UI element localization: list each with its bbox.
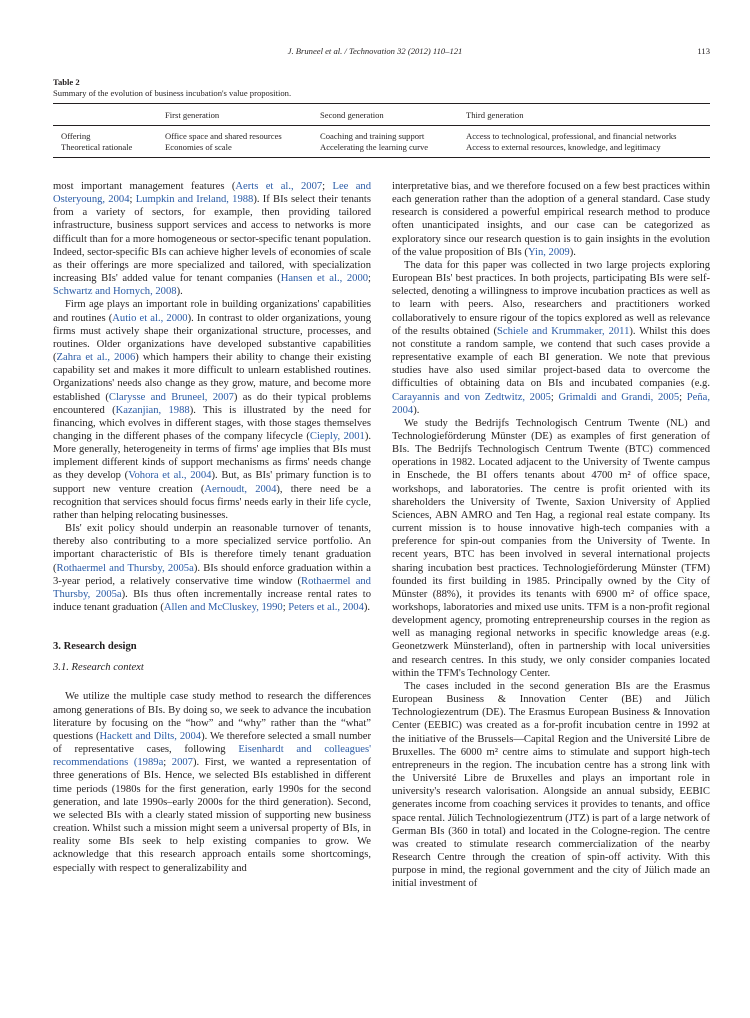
body-text: ), there need be a recognition that services should focus firms' needs early in their life cycle, rather than helping relocating businesses. <box>53 483 371 521</box>
running-head-text: J. Bruneel et al. / Technovation 32 (2012) 110–121 <box>287 46 463 56</box>
body-text: We study the Bedrijfs Technologisch Centrum Twente (NL) and Technologieförderung Münster (DE) as examples of first generation of BIs. The Bedrijfs Technologisch Centrum Twente (BTC) commenced operations in 1982. Located adjacent to the University of Twente campus in Enschede, the BI offers tenants about 4700 m² of office space, workshops, and laboratories. The centre is profit oriented with its shareholders the University of Twente, Saxion University of Applied Sciences, ABN AMRO and Ten Hag, a regional real estate company. Its current mission is to house innovative high-tech companies with a preference for spin-out companies from the University of Twente. In recent years, BTC has been involved in several international projects sharing incubation best practices. Technologieförderung Münster (TFM) founded its first building in 1985. Principally owned by the City of Münster (88%), it provides its tenants with 6900 m² of office space, workshops, laboratories and mixed use units. TFM is a non-profit regional development agency, promoting entrepreneurship courses in the region as well as managing regional networks in specific knowledge areas (e.g. Geonetzwerk Münsterland), often in partnership with local universities and research centres. In this study, we only consider companies located within the TFM's Technology Center. <box>392 417 710 679</box>
body-paragraph <box>53 180 371 298</box>
citation-link[interactable]: 2007 <box>171 757 193 769</box>
body-text: ). BIs should enforce graduation within a 3-year period, a relatively conservative time window ( <box>53 562 371 587</box>
citation-link[interactable]: Clarysse and Bruneel, 2007 <box>108 391 234 403</box>
body-text: ). More generally, heterogeneity in terms of firms' age implies that BIs must implement different kinds of support mechanisms as firms' needs change as they develop ( <box>53 430 372 482</box>
citation-link[interactable]: Vohora et al., 2004 <box>128 470 212 482</box>
body-text: ). In contrast to older organizations, young firms must actively shape their organizational structure, processes, and routines. Older organizations have developed substantive capabilities ( <box>53 312 371 364</box>
citation-link[interactable]: Aerts et al., 2007 <box>235 181 323 192</box>
body-paragraph <box>392 259 710 417</box>
table-cell: Office space and shared resources <box>165 131 282 141</box>
body-text: BIs' exit policy should underpin an reasonable turnover of tenants, thereby also contributing to a more specialized service portfolio. An important characteristic of BIs is therefore timely tenant graduation ( <box>53 523 371 574</box>
table-cell: Access to external resources, knowledge, and legitimacy <box>466 142 661 152</box>
citation-link[interactable]: Hackett and Dilts, 2004 <box>99 730 202 742</box>
citation-link[interactable]: Lumpkin and Ireland, 1988 <box>135 194 254 206</box>
table-header-cell: First generation <box>165 110 220 120</box>
body-text: ). BIs thus often incrementally increase rental rates to induce tenant graduation ( <box>53 588 371 613</box>
citation-link[interactable]: Kazanjian, 1988 <box>115 404 190 416</box>
citation-link[interactable]: Cieply, 2001 <box>309 430 365 442</box>
body-text: ; <box>550 391 559 403</box>
page-number: 113 <box>697 46 710 56</box>
running-head <box>0 46 750 56</box>
body-text: most important management features ( <box>53 181 236 192</box>
body-paragraph <box>53 298 371 522</box>
body-text: ). This is illustrated by the need for financing, which evolves in different stages, with those stages themselves changing in the different phases of the company lifecycle ( <box>53 404 371 442</box>
left-column <box>53 180 371 875</box>
section-heading: 3. Research design <box>53 641 137 653</box>
body-paragraph <box>392 180 710 259</box>
citation-link[interactable]: Autio et al., 2000 <box>112 312 188 324</box>
body-text: ; <box>129 194 136 206</box>
body-text: ; <box>368 273 371 285</box>
body-text: ). <box>363 602 371 613</box>
table-cell: Economies of scale <box>165 142 232 152</box>
table-cell: Theoretical rationale <box>61 142 133 152</box>
subsection-heading: 3.1. Research context <box>53 662 144 674</box>
body-text: Firm age plays an important role in building organizations' capabilities and routines ( <box>53 299 371 324</box>
body-text: ; <box>163 757 172 769</box>
body-paragraph <box>53 690 371 874</box>
body-text: interpretative bias, and we therefore focused on a few best practices within each generation rather than the adoption of a general standard. Case study research is considered a powerful empirical research method to produce often unanticipated insights, and our case can be categorized as exploratory since our research question is to gain insights in the evolution of the value proposition of BIs ( <box>392 181 710 258</box>
table-cell: Coaching and training support <box>320 131 425 141</box>
citation-link[interactable]: Rothaermel and Thursby, 2005a <box>53 575 371 600</box>
citation-link[interactable]: Rothaermel and Thursby, 2005a <box>56 562 194 574</box>
table-cell: Accelerating the learning curve <box>320 142 429 152</box>
table-cell: Offering <box>61 131 91 141</box>
table-header-cell: Third generation <box>466 110 524 120</box>
body-text: ). <box>413 404 420 416</box>
right-column <box>392 180 710 890</box>
citation-link[interactable]: Zahra et al., 2006 <box>56 352 136 364</box>
body-text: ) which hampers their ability to change their existing capability set and makes it more difficult to unlearn established routines. Organizations' needs also change as they grow, mature, and become more established ( <box>53 352 371 403</box>
body-text: The cases included in the second generation BIs are the Erasmus European Business & Innovation Center (BE) and Jülich Technologiezentrum (DE). The Erasmus European Business & Innovation Center (EEBIC) was created as a for-profit incubation centre in 1992 at the initiative of the Brussels—Capital Region and the Université Libre de Bruxelles. The 6000 m² centre aims to stimulate and support high-tech entrepreneurs in the region. The incubation centre has a strong link with the Université Libre de Bruxelles and plays an important role in university's research valorisation. Alongside an annual subsidy, EEBIC generates income from coaching services it provides to tenants, and office space rental. Jülich Technologiezentrum (JTZ) is part of a large network of German BIs (360 in total) and located in the Cologne-region. The centre was created to stimulate research commercialization of the nearby Research Centre through the creation of spin-off activity. With this purpose in mind, the regional government and the city of Jülich made an initial investment of <box>392 680 710 890</box>
citation-link[interactable]: Schiele and Krummaker, 2011 <box>497 325 630 337</box>
citation-link[interactable]: Schwartz and Hornych, 2008 <box>53 286 177 298</box>
body-text: ). <box>569 246 576 258</box>
body-text: ). But, as BIs' primary function is to support new venture creation ( <box>53 470 372 495</box>
citation-link[interactable]: Yin, 2009 <box>527 246 570 258</box>
table-caption-text: Summary of the evolution of business incubation's value proposition. <box>53 88 292 98</box>
body-text: ; <box>282 602 289 613</box>
citation-link[interactable]: Peña, 2004 <box>392 391 710 416</box>
citation-link[interactable]: Hansen et al., 2000 <box>280 273 369 285</box>
table-top-rule <box>53 103 710 104</box>
body-text: ). First, we wanted a representation of three generations of BIs. Hence, we selected BIs established in different time periods (1980s for the first generation, early 1990s for the second generation, and late 1990s–early 2000s for the third generation). Second, we selected BIs with a clearly stated mission of supporting new business creation. Whilst such a mission might seem a universal property of BIs, in reality some BIs seek to help existing companies to grow. We acknowledge that this research approach entails some shortcomings, especially with respect to generalizability and <box>53 757 371 874</box>
body-text: ; <box>322 181 333 192</box>
body-text: ). Whilst this does not constitute a random sample, we contend that such cases provide a representative example of each BI generation. We note that previous studies have also used similar project-based data to overcome the difficulties of obtaining data on BIs and incubated companies (e.g. <box>392 325 711 390</box>
table-caption <box>53 77 291 99</box>
body-text: ). If BIs select their tenants from a variety of sectors, for example, then providing tailored infrastructure, business support services and access to networks is more difficult than for a more homogeneous or sector-specific tenant population. Indeed, sector-specific BIs can achieve higher levels of economies of scale as their offerings are more specialized and tailored, with specialization increasing BIs' added value for tenant companies ( <box>53 194 371 285</box>
body-paragraph <box>392 417 710 680</box>
body-text: ). We therefore selected a small number of representative cases, following <box>53 730 371 756</box>
body-paragraph <box>392 680 710 891</box>
table-bottom-rule <box>53 157 710 158</box>
body-text: We utilize the multiple case study method to research the differences among generations of BIs. By doing so, we seek to advance the incubation literature by focusing on the “how” and “why” rather than the “what” questions ( <box>53 691 371 742</box>
table-header-cell: Second generation <box>320 110 384 120</box>
citation-link[interactable]: Eisenhardt and colleagues' recommendations (1989a <box>53 744 371 769</box>
citation-link[interactable]: Aernoudt, 2004 <box>204 483 277 495</box>
table-header-rule <box>53 125 710 126</box>
table-cell: Access to technological, professional, and financial networks <box>466 131 677 141</box>
citation-link[interactable]: Carayannis and von Zedtwitz, 2005 <box>392 391 551 403</box>
citation-link[interactable]: Lee and Osteryoung, 2004 <box>53 181 371 206</box>
body-text: The data for this paper was collected in two large projects exploring European BIs' best practices. In both projects, participating BIs were self-selected, denoting a willingness to improve incubation practices as well as to learn with peers. Also, researchers and practitioners worked collaboratively to ensure rigour of the topics explored as well as relevance of the results obtained ( <box>392 259 710 337</box>
body-paragraph <box>53 522 371 614</box>
body-text: ) as do their typical problems encountered ( <box>53 391 371 416</box>
body-text: ). <box>176 286 183 298</box>
table-label: Table 2 <box>53 77 80 87</box>
body-text: ; <box>679 391 687 403</box>
citation-link[interactable]: Allen and McCluskey, 1990 <box>163 602 283 613</box>
citation-link[interactable]: Peters et al., 2004 <box>288 602 364 613</box>
citation-link[interactable]: Grimaldi and Grandi, 2005 <box>558 391 680 403</box>
